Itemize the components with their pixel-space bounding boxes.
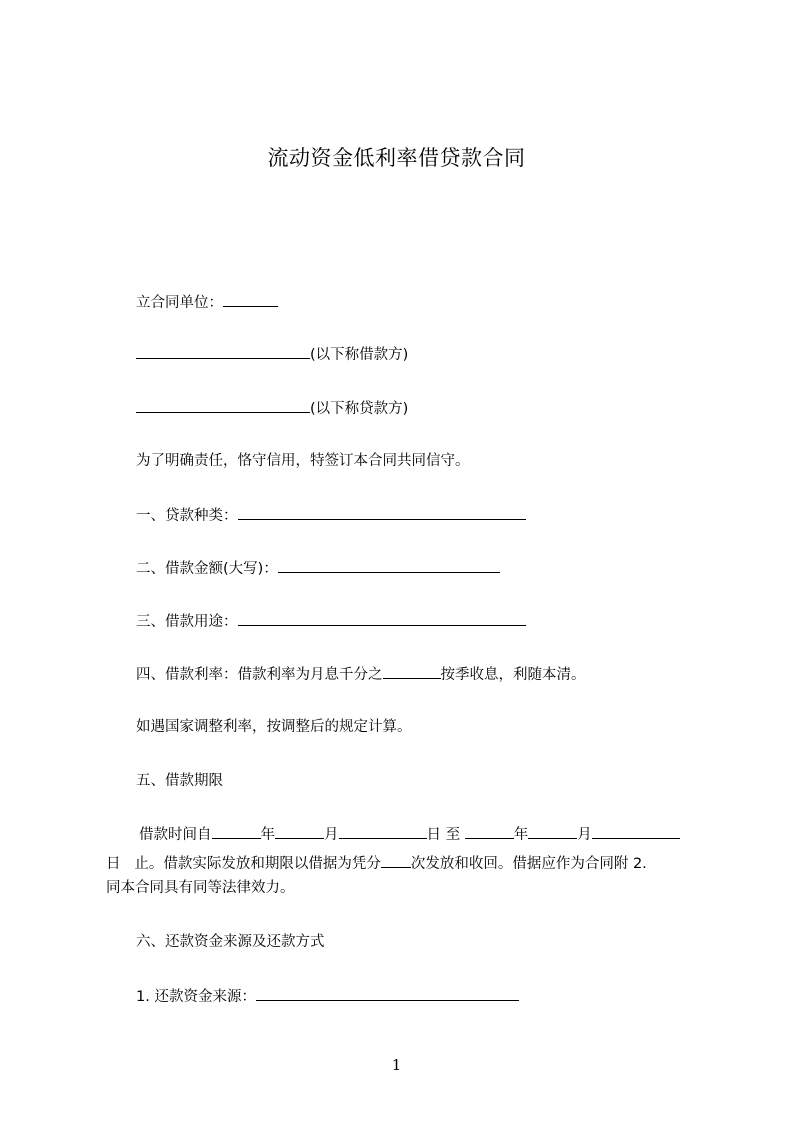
- loan-use-label: 三、借款用途：: [136, 614, 238, 630]
- repayment-source-blank[interactable]: [256, 986, 519, 1001]
- contract-parties-line: [136, 292, 278, 313]
- interest-adjust-note: 如遇国家调整利率，按调整后的规定计算。: [136, 719, 412, 735]
- lender-line: [136, 398, 408, 419]
- month-label: 月: [324, 827, 339, 843]
- loan-term-line-1: [139, 824, 680, 845]
- month-label-2: 月: [577, 827, 592, 843]
- start-day-blank[interactable]: [339, 824, 427, 839]
- loan-type-blank[interactable]: [238, 505, 526, 520]
- interest-rate-suffix: 按季收息，利随本清。: [440, 667, 586, 683]
- end-month-blank[interactable]: [528, 824, 577, 839]
- year-label: 年: [260, 827, 275, 843]
- loan-term-line-2: [106, 853, 793, 874]
- term-rest-a: 止。借款实际发放和期限以借据为凭分: [134, 856, 381, 872]
- repayment-source-label: 1. 还款资金来源：: [136, 989, 256, 1005]
- interest-rate-prefix: 四、借款利率：借款利率为月息千分之: [136, 667, 383, 683]
- interest-rate-blank[interactable]: [383, 664, 441, 679]
- page-number: 1: [391, 1056, 402, 1074]
- day-label: 日: [106, 856, 121, 872]
- loan-term-heading: 五、借款期限: [136, 773, 223, 789]
- term-rest-b: 次发放和收回。借据应作为合同附: [410, 856, 629, 872]
- interest-rate-line: [136, 664, 586, 685]
- borrower-line: [136, 344, 408, 365]
- year-label-2: 年: [513, 827, 529, 843]
- contract-parties-label: 立合同单位：: [136, 295, 223, 311]
- document-title: 流动资金低利率借贷款合同: [267, 146, 526, 170]
- loan-term-line-3: 同本合同具有同等法律效力。: [106, 880, 295, 896]
- lender-name-blank[interactable]: [136, 398, 310, 413]
- loan-use-blank[interactable]: [238, 611, 526, 626]
- end-day-blank[interactable]: [592, 824, 680, 839]
- borrower-suffix: (以下称借款方): [310, 347, 409, 363]
- term-cut-text: 2.: [632, 856, 647, 872]
- loan-type-label: 一、贷款种类：: [136, 508, 238, 524]
- start-month-blank[interactable]: [275, 824, 324, 839]
- loan-amount-line: [136, 558, 500, 579]
- repayment-source-line: [136, 986, 519, 1007]
- loan-amount-blank[interactable]: [278, 558, 500, 573]
- end-year-blank[interactable]: [465, 824, 514, 839]
- day-to-label: 日 至: [426, 827, 461, 843]
- start-year-blank[interactable]: [212, 824, 261, 839]
- installments-blank[interactable]: [381, 853, 411, 868]
- contract-parties-blank[interactable]: [223, 292, 278, 307]
- loan-type-line: [136, 505, 526, 526]
- purpose-paragraph: 为了明确责任，恪守信用，特签订本合同共同信守。: [136, 453, 470, 469]
- lender-suffix: (以下称贷款方): [310, 401, 409, 417]
- borrower-name-blank[interactable]: [136, 344, 310, 359]
- term-from-label: 借款时间自: [139, 827, 212, 843]
- loan-amount-label: 二、借款金额(大写)：: [136, 561, 278, 577]
- repayment-heading: 六、还款资金来源及还款方式: [136, 934, 325, 950]
- loan-use-line: [136, 611, 526, 632]
